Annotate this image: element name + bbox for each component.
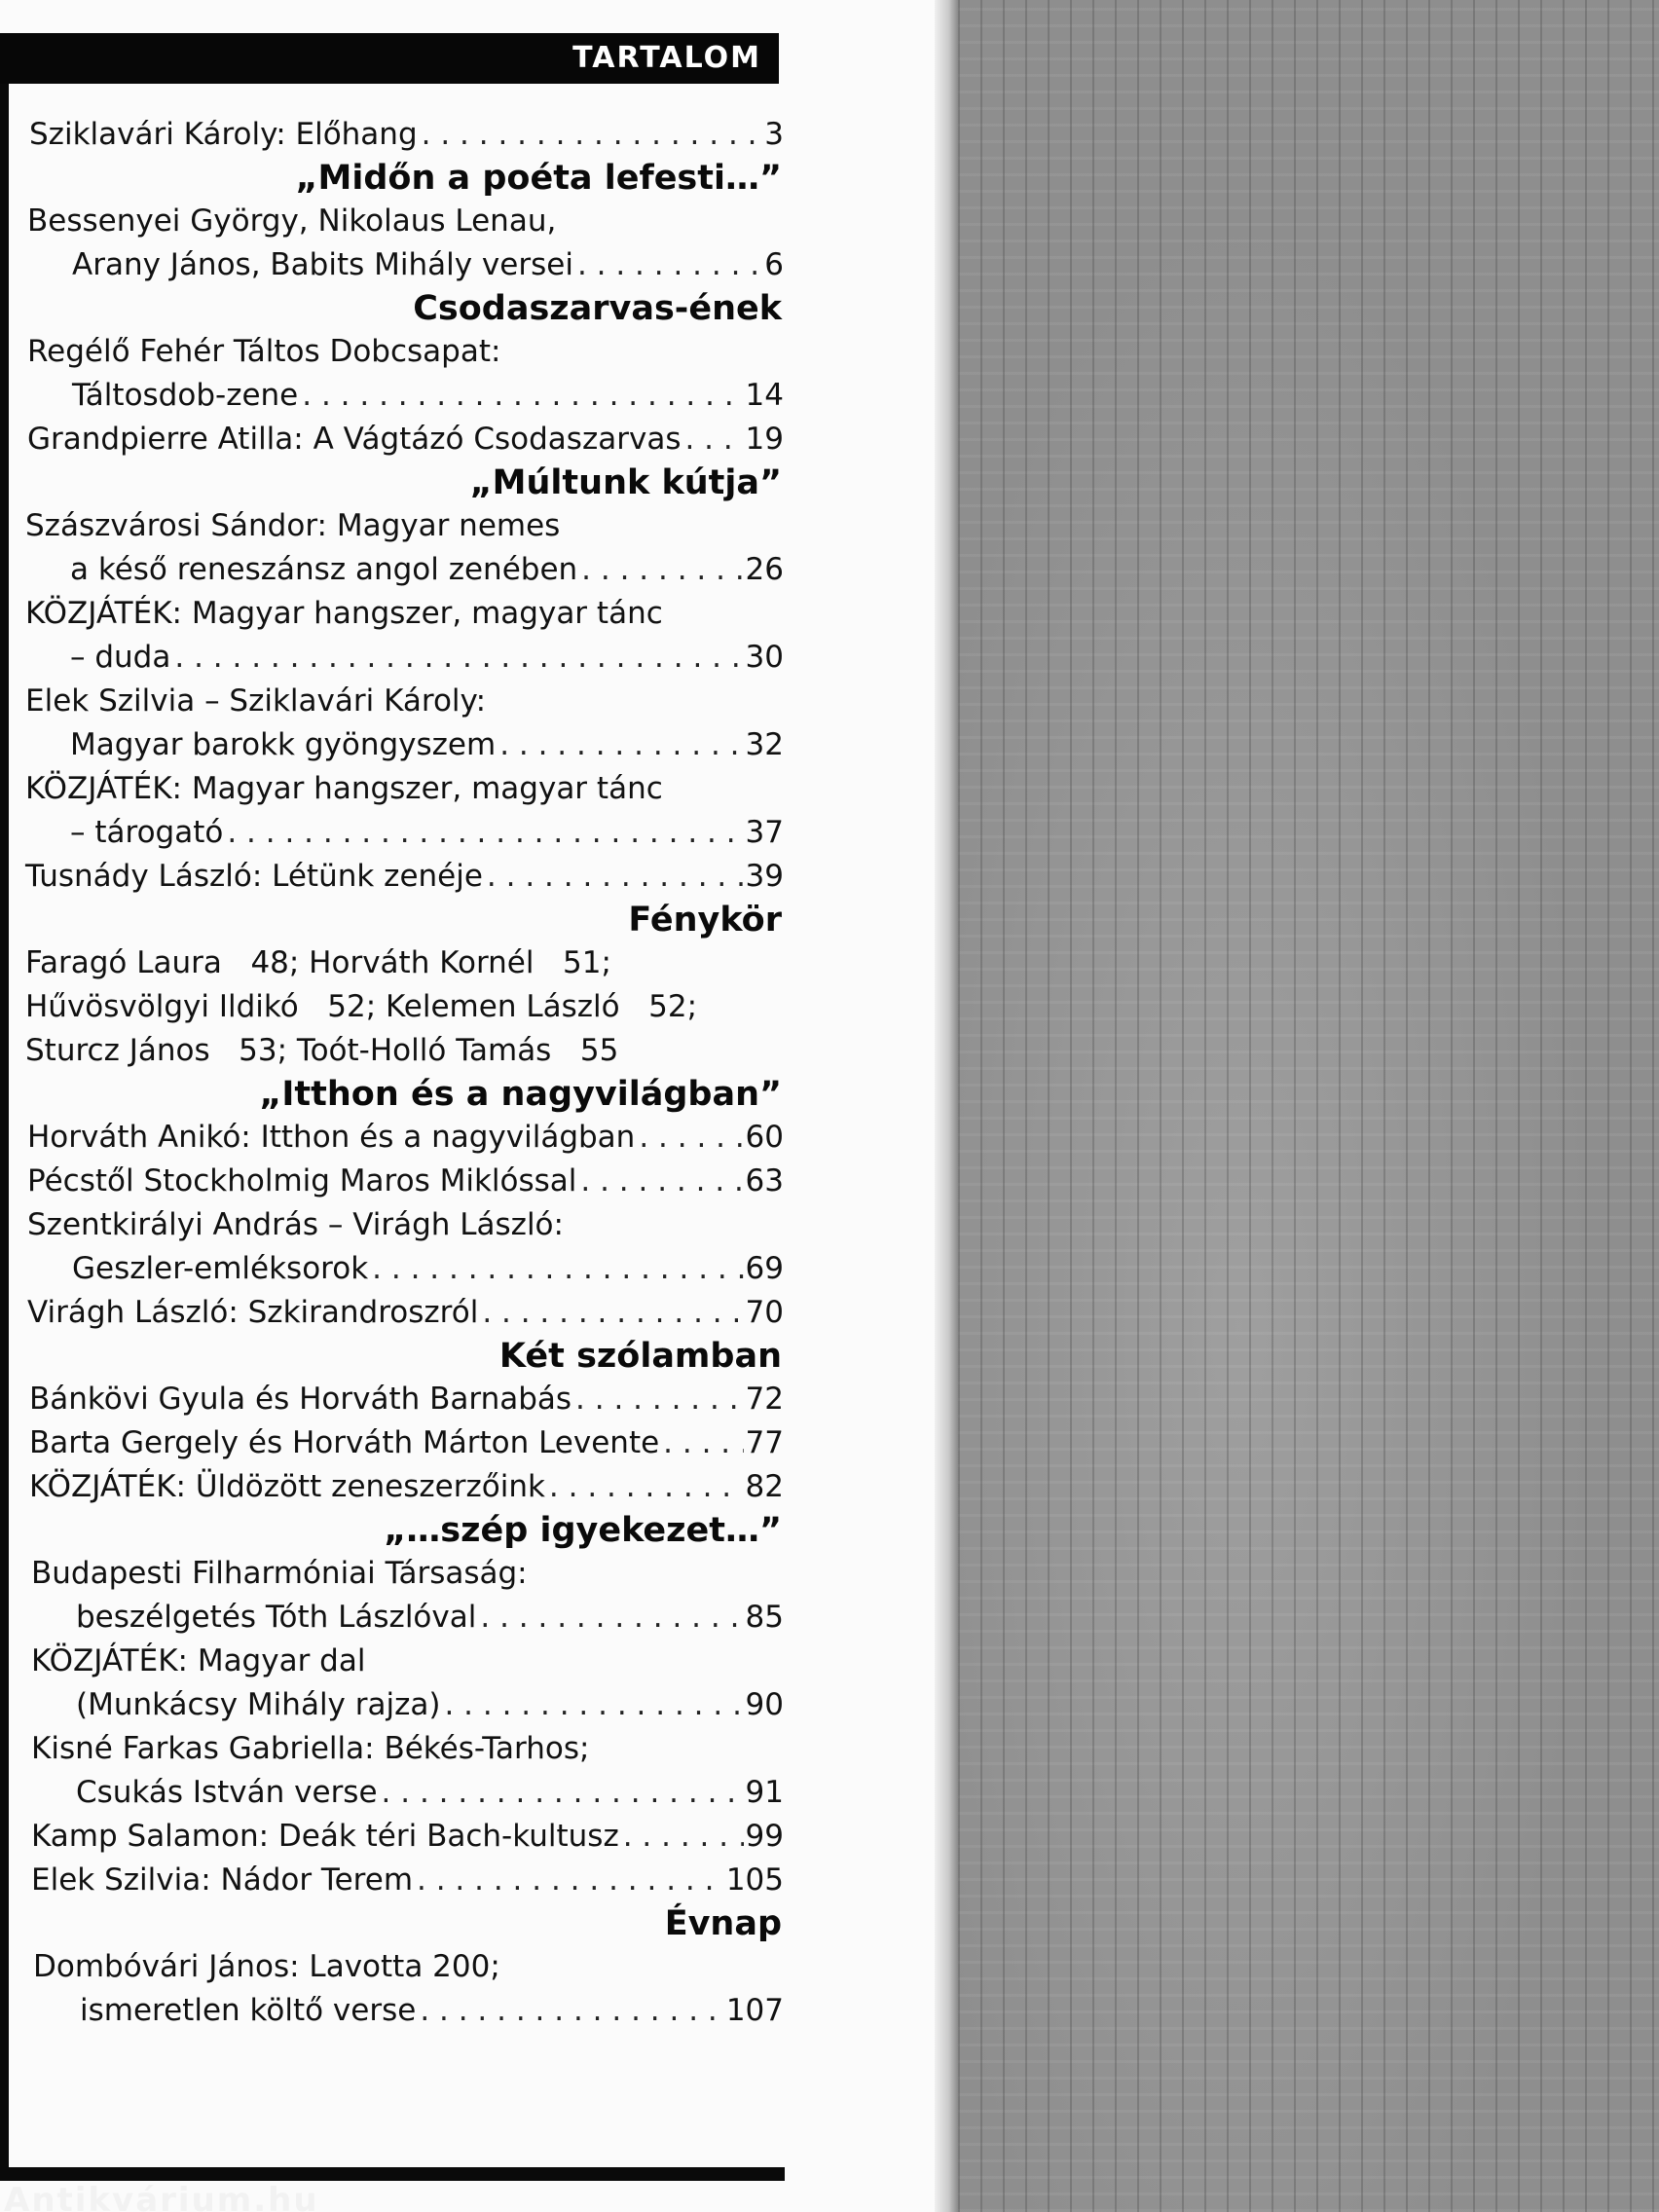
- toc-entry: [0, 1291, 784, 1335]
- page-number: 26: [745, 552, 784, 587]
- dot-leader: [413, 1859, 724, 1902]
- toc-entry: [0, 1771, 784, 1815]
- toc-entry: [0, 243, 784, 287]
- section-heading: Két szólamban: [498, 1337, 782, 1376]
- background-textured-surface: [958, 0, 1659, 2212]
- dot-leader: [577, 548, 743, 592]
- entry-title: Bessenyei György, Nikolaus Lenau,: [27, 203, 557, 239]
- entry-title: Barta Gergely és Horváth Márton Levente: [29, 1425, 660, 1460]
- entry-title: beszélgetés Tóth Lászlóval: [76, 1600, 477, 1635]
- toc-entry: [0, 113, 784, 157]
- entry-title: Faragó Laura 48; Horváth Kornél 51;: [25, 945, 611, 980]
- entry-title: Virágh László: Szkirandroszról: [27, 1295, 479, 1330]
- page-number: 91: [745, 1775, 784, 1810]
- entry-title: Arany János, Babits Mihály versei: [72, 247, 573, 282]
- page-number: 70: [745, 1295, 784, 1330]
- toc-entry: [0, 1465, 784, 1509]
- toc-entry: [0, 1815, 784, 1859]
- dot-leader: [368, 1247, 743, 1291]
- dot-leader: [476, 1596, 743, 1640]
- entry-title: Geszler-emléksorok: [72, 1251, 369, 1286]
- toc-entry: [0, 811, 784, 855]
- entry-title: Bánkövi Gyula és Horváth Barnabás: [29, 1382, 572, 1417]
- toc-entry: [0, 548, 784, 592]
- entry-title: Tusnády László: Létünk zenéje: [25, 859, 483, 894]
- section-heading: „Midőn a poéta lefesti…”: [295, 159, 782, 198]
- page-number: 14: [745, 378, 784, 413]
- entry-title: Sziklavári Károly: Előhang: [29, 117, 418, 152]
- header-bar: [0, 33, 779, 84]
- toc-entry: [0, 1859, 784, 1902]
- dot-leader: [576, 1160, 743, 1203]
- entry-title: Kamp Salamon: Deák téri Bach-kultusz: [31, 1819, 619, 1854]
- dot-leader: [635, 1116, 743, 1160]
- dot-leader: [659, 1421, 743, 1465]
- dot-leader: [378, 1771, 744, 1815]
- entry-title: Csukás István verse: [76, 1775, 378, 1810]
- entry-title: Horváth Anikó: Itthon és a nagyvilágban: [27, 1120, 636, 1155]
- entry-title: Elek Szilvia: Nádor Terem: [31, 1862, 414, 1898]
- entry-title: – tárogató: [70, 815, 224, 850]
- page-number: 85: [745, 1600, 784, 1635]
- dot-leader: [223, 811, 743, 855]
- entry-title: Kisné Farkas Gabriella: Békés-Tarhos;: [31, 1731, 590, 1766]
- toc-entry: [0, 374, 784, 418]
- entry-title: Hűvösvölgyi Ildikó 52; Kelemen László 52;: [25, 989, 698, 1024]
- dot-leader: [170, 636, 743, 680]
- entry-title: KÖZJÁTÉK: Magyar hangszer, magyar tánc: [25, 771, 663, 806]
- toc-entry: [0, 1989, 784, 2033]
- entry-title: KÖZJÁTÉK: Magyar hangszer, magyar tánc: [25, 596, 663, 631]
- entry-title: Szentkirályi András – Virágh László:: [27, 1207, 564, 1242]
- section-heading: „…szép igyekezet…”: [384, 1511, 782, 1550]
- dot-leader: [496, 723, 743, 767]
- dot-leader: [619, 1815, 744, 1859]
- page-number: 6: [764, 247, 784, 282]
- table-of-contents: [0, 113, 784, 2033]
- section-heading: „Itthon és a nagyvilágban”: [259, 1075, 782, 1114]
- dot-leader: [418, 113, 763, 157]
- entry-title: KÖZJÁTÉK: Üldözött zeneszerzőink: [29, 1469, 545, 1504]
- section-heading: „Múltunk kútja”: [469, 463, 782, 502]
- page-number: 37: [745, 815, 784, 850]
- page-number: 39: [745, 859, 784, 894]
- toc-entry: [0, 855, 784, 899]
- entry-title: Dombóvári János: Lavotta 200;: [33, 1949, 500, 1984]
- page-number: 99: [745, 1819, 784, 1854]
- toc-entry: [0, 723, 784, 767]
- entry-title: Pécstől Stockholmig Maros Miklóssal: [27, 1163, 577, 1198]
- toc-entry: [0, 1421, 784, 1465]
- page-number: 19: [745, 422, 784, 457]
- entry-title: Regélő Fehér Táltos Dobcsapat:: [27, 334, 501, 369]
- page-number: 32: [745, 727, 784, 762]
- toc-entry: [0, 1683, 784, 1727]
- entry-title: Elek Szilvia – Sziklavári Károly:: [25, 683, 487, 719]
- page-edge-shadow: [935, 0, 958, 2212]
- section-heading: Csodaszarvas-ének: [413, 289, 782, 328]
- toc-entry: [0, 1160, 784, 1203]
- page-number: 60: [745, 1120, 784, 1155]
- entry-title: KÖZJÁTÉK: Magyar dal: [31, 1643, 366, 1678]
- entry-title: Magyar barokk gyöngyszem: [70, 727, 497, 762]
- page-number: 90: [745, 1687, 784, 1722]
- dot-leader: [440, 1683, 743, 1727]
- entry-title: (Munkácsy Mihály rajza): [76, 1687, 441, 1722]
- section-heading: Fénykör: [628, 901, 782, 940]
- entry-title: ismeretlen költő verse: [80, 1993, 417, 2028]
- page-number: 3: [764, 117, 784, 152]
- watermark: Antikvárium.hu: [4, 2181, 319, 2212]
- entry-title: Táltosdob-zene: [72, 378, 299, 413]
- page-number: 30: [745, 640, 784, 675]
- dot-leader: [681, 418, 743, 461]
- dot-leader: [545, 1465, 744, 1509]
- page-number: 105: [725, 1862, 784, 1898]
- page-number: 69: [745, 1251, 784, 1286]
- page-number: 107: [725, 1993, 784, 2028]
- entry-title: Sturcz János 53; Toót-Holló Tamás 55: [25, 1033, 619, 1068]
- bottom-rule: [0, 2167, 785, 2181]
- entry-title: Grandpierre Atilla: A Vágtázó Csodaszarvas: [27, 422, 682, 457]
- page-number: 72: [745, 1382, 784, 1417]
- entry-title: Budapesti Filharmóniai Társaság:: [31, 1556, 528, 1591]
- dot-leader: [298, 374, 743, 418]
- toc-entry: [0, 1116, 784, 1160]
- page-number: 77: [745, 1425, 784, 1460]
- toc-entry: [0, 1596, 784, 1640]
- toc-entry: [0, 636, 784, 680]
- dot-leader: [478, 1291, 743, 1335]
- entry-title: – duda: [70, 640, 171, 675]
- page-title: TARTALOM: [572, 41, 761, 75]
- dot-leader: [416, 1989, 724, 2033]
- section-heading: Évnap: [664, 1904, 782, 1943]
- toc-entry: [0, 1378, 784, 1421]
- page-number: 82: [745, 1469, 784, 1504]
- toc-entry: [0, 1247, 784, 1291]
- entry-title: a késő reneszánsz angol zenében: [70, 552, 578, 587]
- dot-leader: [483, 855, 744, 899]
- toc-entry: [0, 418, 784, 461]
- dot-leader: [573, 243, 762, 287]
- dot-leader: [571, 1378, 744, 1421]
- entry-title: Szászvárosi Sándor: Magyar nemes: [25, 508, 561, 543]
- page-number: 63: [745, 1163, 784, 1198]
